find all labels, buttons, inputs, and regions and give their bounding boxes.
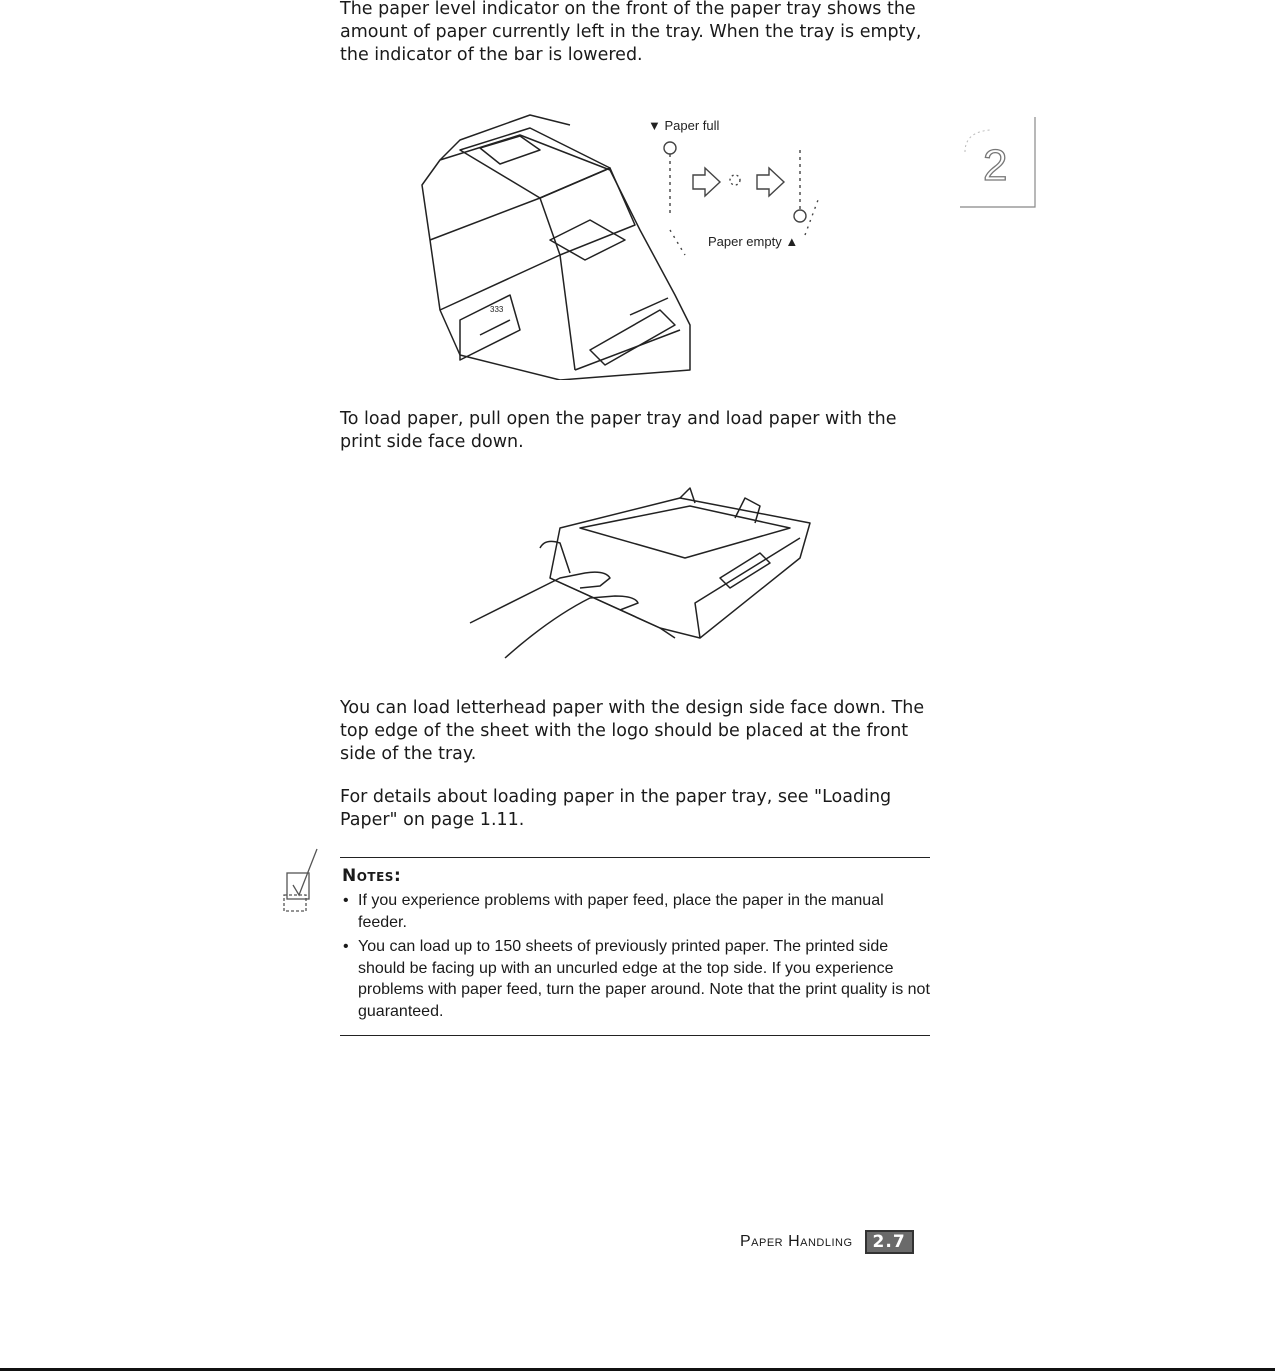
footer-section-title: Paper Handling <box>740 1233 853 1250</box>
note-item: • You can load up to 150 sheets of previously printed paper. The printed side should be facing up with an uncurled edge at the top side. If you experience problems with paper feed, turn the paper around. Note that the print quality is not guaranteed. <box>340 936 930 1022</box>
paper-tray-loading-illustration <box>460 478 820 668</box>
notes-title: Notes: <box>342 866 402 886</box>
bottom-rule <box>0 1368 1275 1371</box>
chapter-tab <box>955 112 1040 212</box>
paragraph-paper-level-indicator: The paper level indicator on the front of the paper tray shows the amount of paper currently left in the tray. When the tray is empty, the indicator of the bar is lowered. <box>340 0 922 65</box>
paper-full-label: ▼ Paper full <box>648 118 720 133</box>
notes-list <box>340 890 930 1022</box>
paper-empty-label: Paper empty ▲ <box>708 234 799 249</box>
printer-paper-level-illustration <box>400 80 850 380</box>
page-number-badge: 2.7 <box>865 1230 914 1254</box>
page-footer <box>740 1230 914 1254</box>
paragraph-letterhead: You can load letterhead paper with the design side face down. The top edge of the sheet with the logo should be placed at the front side of the tray. <box>340 698 925 764</box>
svg-text:333: 333 <box>490 305 504 314</box>
paragraph-loading-details: For details about loading paper in the paper tray, see "Loading Paper" on page 1.11. <box>340 787 892 830</box>
paragraph-load-paper: To load paper, pull open the paper tray and load paper with the print side face down. <box>340 409 897 452</box>
notes-checkbox-icon <box>283 845 328 915</box>
note-item: • If you experience problems with paper feed, place the paper in the manual feeder. <box>340 890 930 933</box>
chapter-number: 2 <box>983 141 1008 190</box>
notes-box <box>340 857 930 1036</box>
